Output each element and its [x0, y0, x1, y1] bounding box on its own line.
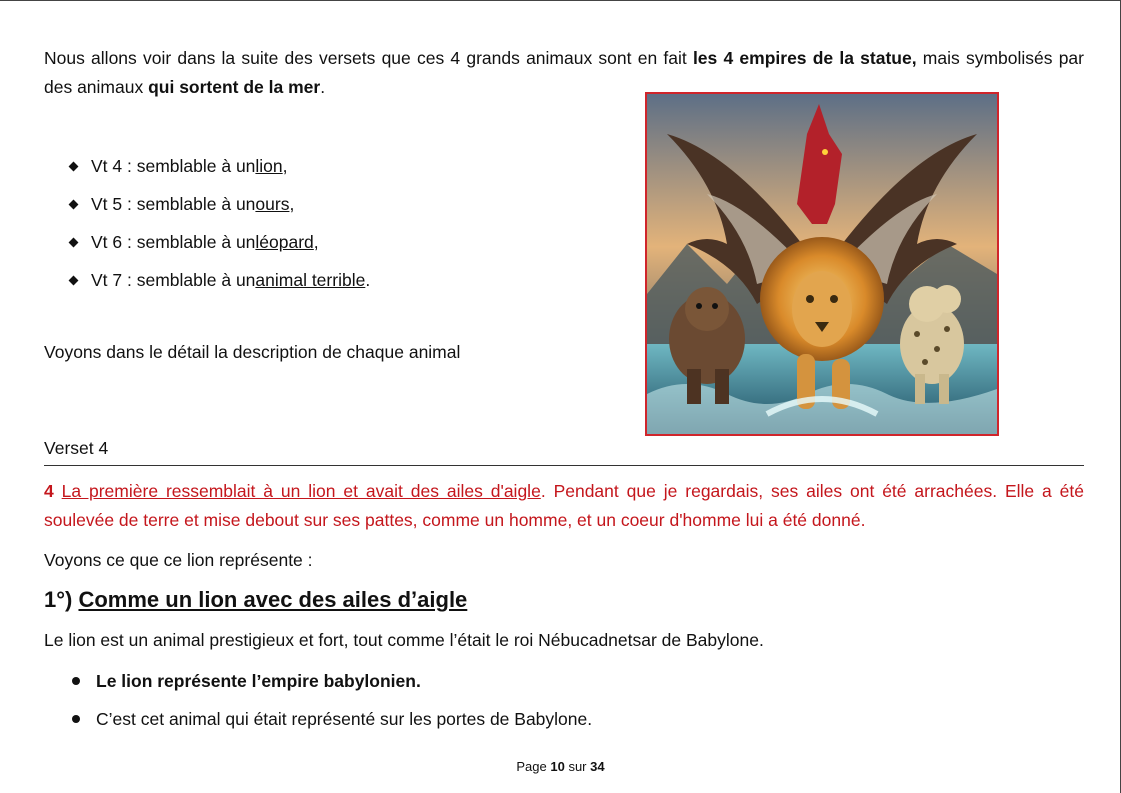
bullet-icon [72, 715, 80, 723]
footer-total-pages: 34 [590, 759, 605, 774]
detail-line: Voyons dans le détail la description de chaque animal [44, 342, 461, 362]
list-item-animal: animal terrible [255, 269, 366, 290]
list-item-prefix: Vt 4 : semblable à un [91, 155, 256, 176]
section-title: Comme un lion avec des ailes d’aigle [78, 587, 468, 612]
verse-heading: Verset 4 [44, 438, 109, 458]
list-item-animal: ours [255, 193, 290, 214]
list-item [66, 700, 592, 738]
list-item [66, 185, 370, 223]
verse-text: . Pendant que je regardais, ses ailes ont été arrachées. Elle a été soulevée de terre et mise debout sur ses pattes, comme un homme, et un coeur d'homme lui a été donné. [44, 481, 1085, 530]
lion-points-list [66, 662, 592, 738]
list-item-text: C’est cet animal qui était représenté sur les portes de Babylone. [96, 708, 593, 729]
intro-bold-empires: les 4 empires de la statue, [692, 48, 917, 68]
verse-4-quote [44, 477, 1084, 535]
list-item-animal: léopard [255, 231, 314, 252]
section-heading [44, 587, 467, 613]
verse-number: 4 [44, 481, 54, 501]
list-item-suffix: , [313, 231, 319, 252]
lion-description: Le lion est un animal prestigieux et fort, tout comme l’était le roi Nébucadnetsar de Babylone. [44, 630, 764, 650]
list-item-suffix: , [289, 193, 295, 214]
intro-text-3: . [320, 77, 326, 97]
list-item-prefix: Vt 7 : semblable à un [91, 269, 256, 290]
diamond-bullet-icon [69, 161, 79, 171]
list-item [66, 261, 370, 299]
footer-page-word: Page [516, 759, 551, 774]
list-item-prefix: Vt 6 : semblable à un [91, 231, 256, 252]
list-item-suffix: , [282, 155, 288, 176]
list-item [66, 147, 370, 185]
lion-intro: Voyons ce que ce lion représente : [44, 550, 313, 570]
divider [44, 465, 1084, 466]
bullet-icon [72, 677, 80, 685]
list-item-prefix: Vt 5 : semblable à un [91, 193, 256, 214]
page-footer [0, 759, 1121, 774]
beasts-image-icon [647, 94, 997, 434]
footer-of-word: sur [564, 759, 591, 774]
list-item-suffix: . [365, 269, 371, 290]
list-item-text: Le lion représente l’empire babylonien. [96, 670, 421, 691]
intro-text-2: mais symbolisés par des animaux [44, 48, 1084, 97]
diamond-bullet-icon [69, 199, 79, 209]
footer-page-number: 10 [550, 759, 565, 774]
four-beasts-illustration [645, 92, 999, 436]
section-number: 1°) [44, 587, 79, 612]
intro-bold-sea: qui sortent de la mer [148, 77, 321, 97]
list-item [66, 662, 592, 700]
diamond-bullet-icon [69, 237, 79, 247]
animal-verse-list [66, 147, 370, 299]
diamond-bullet-icon [69, 275, 79, 285]
list-item-animal: lion [255, 155, 283, 176]
list-item [66, 223, 370, 261]
verse-underlined: La première ressemblait à un lion et avait des ailes d'aigle [61, 481, 541, 501]
intro-text: Nous allons voir dans la suite des versets que ces 4 grands animaux sont en fait [44, 48, 693, 68]
